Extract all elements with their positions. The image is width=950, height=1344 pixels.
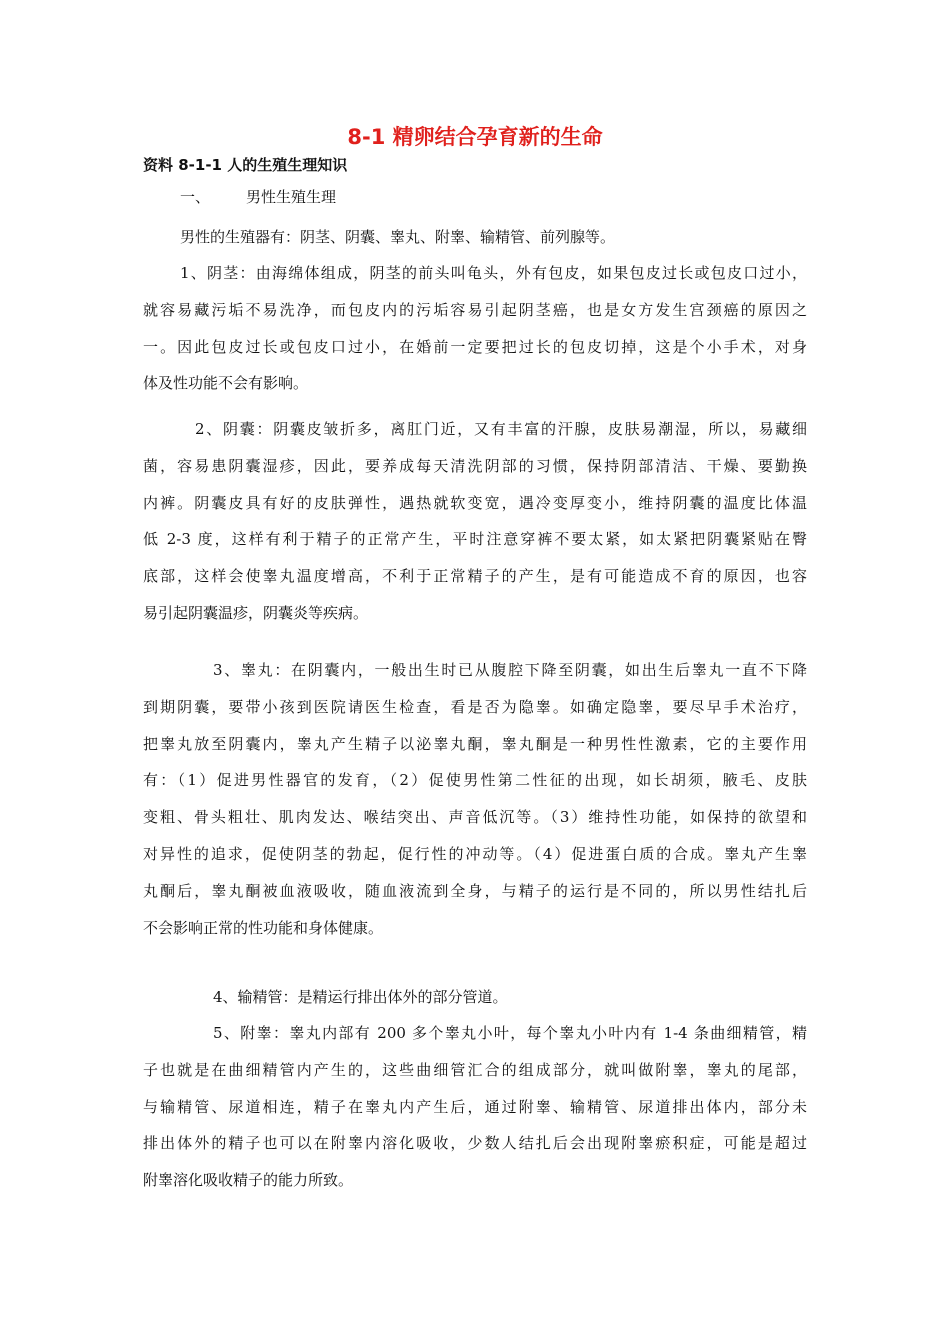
paragraph-intro (143, 219, 807, 256)
paragraph-epididymis (143, 1015, 807, 1199)
section-heading-text: 男性生殖生理 (246, 188, 337, 206)
paragraph-testis (143, 652, 807, 946)
paragraph-line: 变粗、骨头粗壮、肌肉发达、喉结突出、声音低沉等。（3）维持性功能，如保持的欲望和 (143, 808, 807, 827)
paragraph-line: 菌，容易患阴囊湿疹，因此，要养成每天清洗阴部的习惯，保持阴部清洁、干燥、要勤换 (143, 456, 807, 475)
paragraph-line: 对异性的追求，促使阴茎的勃起，促行性的冲动等。（4）促进蛋白质的合成。睾丸产生睾 (143, 844, 807, 863)
paragraph-line: 底部，这样会使睾丸温度增高，不利于正常精子的产生，是有可能造成不育的原因，也容 (143, 567, 807, 586)
paragraph-line: 排出体外的精子也可以在附睾内溶化吸收，少数人结扎后会出现附睾瘀积症，可能是超过 (143, 1134, 807, 1153)
paragraph-line: 把睾丸放至阴囊内，睾丸产生精子以泌睾丸酮，睾丸酮是一种男性性激素，它的主要作用 (143, 734, 807, 753)
paragraph-line: 易引起阴囊温疹，阴囊炎等疾病。 (143, 603, 369, 622)
paragraph-penis (143, 255, 807, 402)
paragraph-line: 1、阴茎：由海绵体组成，阴茎的前头叫龟头，外有包皮，如果包皮过长或包皮口过小， (180, 264, 807, 282)
paragraph-line: 5、附睾：睾丸内部有 200 多个睾丸小叶，每个睾丸小叶内有 1-4 条曲细精管，精 (213, 1024, 807, 1042)
paragraph-line: 到期阴囊，要带小孩到医院请医生检查，看是否为隐睾。如确定隐睾，要尽早手术治疗， (143, 697, 807, 716)
paragraph-line: 附睾溶化吸收精子的能力所致。 (143, 1171, 354, 1190)
section-heading (180, 186, 336, 208)
paragraph-line: 一。因此包皮过长或包皮口过小，在婚前一定要把过长的包皮切掉，这是个小手术，对身 (143, 337, 807, 356)
paragraph-line: 有：（1）促进男性器官的发育，（2）促使男性第二性征的出现，如长胡须，腋毛、皮肤 (143, 771, 807, 790)
paragraph-line: 体及性功能不会有影响。 (143, 374, 309, 393)
paragraph-line: 4、输精管：是精运行排出体外的部分管道。 (213, 988, 508, 1006)
paragraph-line: 3、睾丸：在阴囊内，一般出生时已从腹腔下降至阴囊，如出生后睾丸一直不下降 (213, 661, 807, 679)
paragraph-line: 不会影响正常的性功能和身体健康。 (143, 918, 384, 937)
paragraph-line: 与输精管、尿道相连，精子在睾丸内产生后，通过附睾、输精管、尿道排出体内，部分未 (143, 1097, 807, 1116)
document-title: 8-1 精卵结合孕育新的生命 (347, 125, 603, 149)
paragraph-line: 内裤。阴囊皮具有好的皮肤弹性，遇热就软变宽，遇冷变厚变小，维持阴囊的温度比体温 (143, 493, 807, 512)
material-subtitle: 资料 8-1-1 人的生殖生理知识 (143, 156, 348, 174)
paragraph-line: 低 2-3 度，这样有利于精子的正常产生，平时注意穿裤不要太紧，如太紧把阴囊紧贴在臀 (143, 530, 807, 549)
paragraph-line: 就容易藏污垢不易洗净，而包皮内的污垢容易引起阴茎癌，也是女方发生宫颈癌的原因之 (143, 300, 807, 319)
section-number: 一、 (180, 188, 211, 206)
paragraph-vas (143, 979, 807, 1016)
paragraph-line: 丸酮后，睾丸酮被血液吸收，随血液流到全身，与精子的运行是不同的，所以男性结扎后 (143, 881, 807, 900)
paragraph-line: 2、阴囊：阴囊皮皱折多，离肛门近，又有丰富的汗腺，皮肤易潮湿，所以，易藏细 (195, 420, 807, 438)
paragraph-line: 男性的生殖器有：阴茎、阴囊、睾丸、附睾、输精管、前列腺等。 (180, 228, 616, 246)
paragraph-line: 子也就是在曲细精管内产生的，这些曲细管汇合的组成部分，就叫做附睾，睾丸的尾部， (143, 1060, 807, 1079)
paragraph-scrotum (143, 411, 807, 632)
